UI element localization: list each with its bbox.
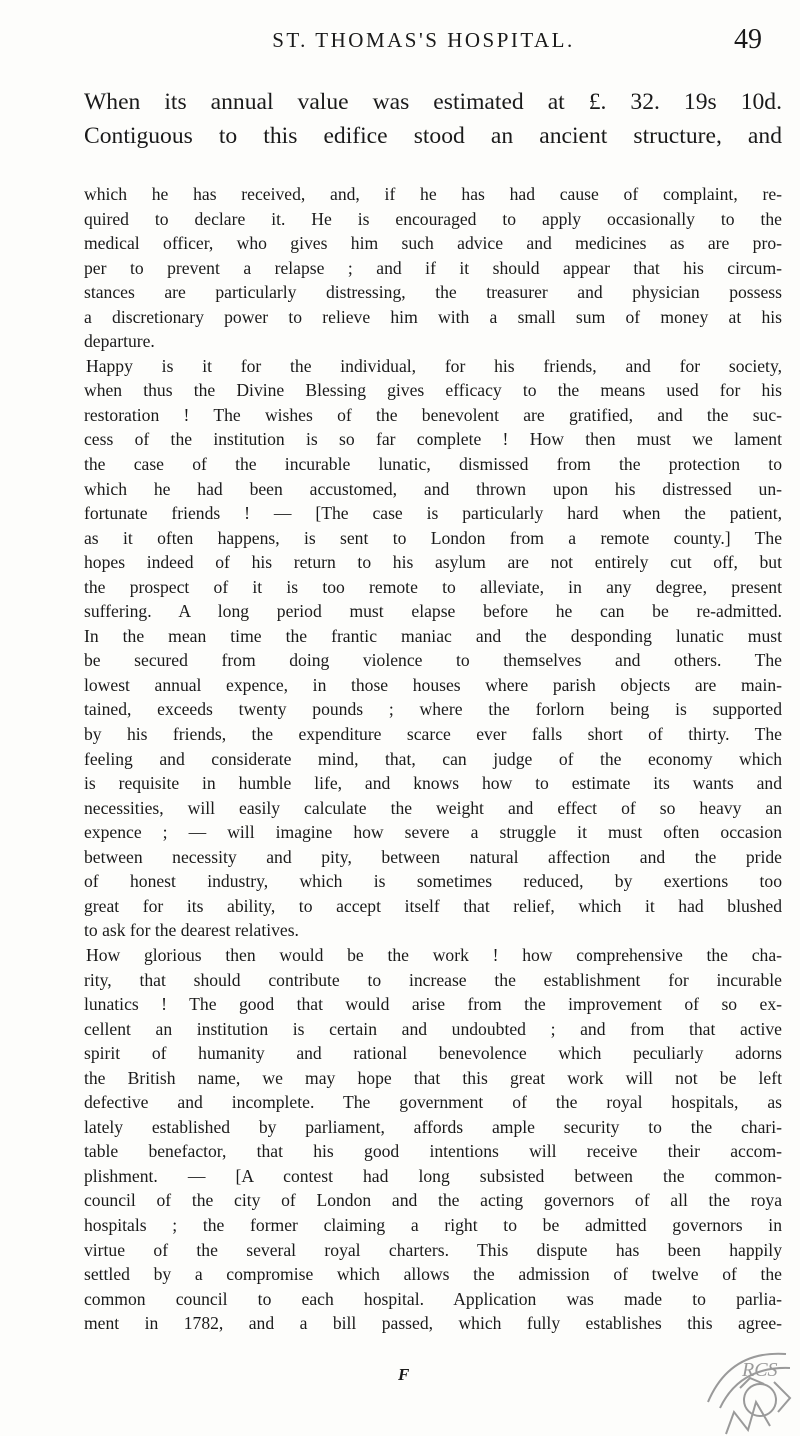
footnote-line: which he has received, and, if he has had cause of complaint, re- (84, 184, 782, 204)
footnote-line: spirit of humanity and rational benevolence which peculiarly adorns (84, 1043, 782, 1064)
main-text-line: When its annual value was estimated at £. 32. 19s 10d. (84, 89, 782, 115)
footnote-text (84, 182, 782, 1336)
footnote-line: council of the city of London and the acting governors of all the roya (84, 1190, 782, 1211)
footnote-line: ment in 1782, and a bill passed, which fully establishes this agree- (84, 1313, 782, 1334)
footnote-line: tained, exceeds twenty pounds ; where the forlorn being is supported (84, 699, 782, 720)
footnote-line: table benefactor, that his good intentions will receive their accom- (84, 1141, 782, 1162)
footnote-line: which he had been accustomed, and thrown upon his distressed un- (84, 478, 782, 499)
footnote-line: Happy is it for the individual, for his friends, and for society, (86, 355, 782, 376)
running-title: ST. THOMAS'S HOSPITAL. (272, 28, 575, 52)
footnote-line: cellent an institution is certain and undoubted ; and from that active (84, 1018, 782, 1039)
footnote-line: lowest annual expence, in those houses where parish objects are main- (84, 674, 782, 695)
footnote-line: suffering. A long period must elapse before he can be re-admitted. (84, 601, 782, 622)
footnote-line: between necessity and pity, between natural affection and the pride (84, 846, 782, 867)
footnote-line: departure. (84, 331, 155, 352)
footnote-line: when thus the Divine Blessing gives efficacy to the means used for his (84, 380, 782, 401)
footnote-line: per to prevent a relapse ; and if it should appear that his circum- (84, 257, 782, 278)
footnote-line: medical officer, who gives him such advice and medicines as are pro- (84, 233, 782, 254)
footnote-line: stances are particularly distressing, the treasurer and physician possess (84, 282, 782, 303)
footnote-line: feeling and considerate mind, that, can judge of the economy which (84, 748, 782, 769)
footnote-line: common council to each hospital. Application was made to parlia- (84, 1288, 782, 1309)
footnote-line: virtue of the several royal charters. This dispute has been happily (84, 1239, 782, 1260)
footnote-line: cess of the institution is so far complete ! How then must we lament (84, 429, 782, 450)
footnote-line: settled by a compromise which allows the admission of twelve of the (84, 1264, 782, 1285)
footnote-line: necessities, will easily calculate the weight and effect of so heavy an (84, 797, 782, 818)
footnote-line: In the mean time the frantic maniac and the desponding lunatic must (84, 625, 782, 646)
footnote-line: quired to declare it. He is encouraged to apply occasionally to the (84, 208, 782, 229)
footnote-line: the prospect of it is too remote to alleviate, in any degree, present (84, 576, 782, 597)
footnote-line: by his friends, the expenditure scarce ever falls short of thirty. The (84, 724, 782, 745)
footnote-line: rity, that should contribute to increase the establishment for incurable (84, 969, 782, 990)
footnote-line: plishment. — [A contest had long subsisted between the common- (84, 1165, 782, 1186)
footnote-line: a discretionary power to relieve him with a small sum of money at his (84, 306, 782, 327)
running-head (85, 24, 762, 62)
footnote-line: of honest industry, which is sometimes reduced, by exertions too (84, 871, 782, 892)
page-number: 49 (734, 24, 762, 55)
footnote-line: as it often happens, is sent to London from a remote county.] The (84, 527, 782, 548)
footnote-line: to ask for the dearest relatives. (84, 920, 299, 941)
footnote-line: lately established by parliament, affords ample security to the chari- (84, 1116, 782, 1137)
footnote-line: restoration ! The wishes of the benevolent are gratified, and the suc- (84, 404, 782, 425)
footnote-line: fortunate friends ! — [The case is particularly hard when the patient, (84, 503, 782, 524)
main-text (84, 86, 782, 153)
footnote-line: be secured from doing violence to themselves and others. The (84, 650, 782, 671)
library-stamp-icon (690, 1342, 798, 1436)
footnote-line: the case of the incurable lunatic, dismissed from the protection to (84, 454, 782, 475)
footnote-line: expence ; — will imagine how severe a struggle it must often occasion (84, 822, 782, 843)
footnote-line: How glorious then would be the work ! how comprehensive the cha- (86, 944, 782, 965)
footnote-line: hospitals ; the former claiming a right to be admitted governors in (84, 1214, 782, 1235)
footnote-line: defective and incomplete. The government of the royal hospitals, as (84, 1092, 782, 1113)
footnote-line: the British name, we may hope that this great work will not be left (84, 1067, 782, 1088)
main-text-line: Contiguous to this edifice stood an ancient structure, and (84, 122, 782, 149)
footnote-line: is requisite in humble life, and knows how to estimate its wants and (84, 773, 782, 794)
footnote-line: hopes indeed of his return to his asylum are not entirely cut off, but (84, 552, 782, 573)
stamp-lettering: RCS (742, 1359, 778, 1381)
signature-mark: F (398, 1365, 410, 1384)
footnote-line: lunatics ! The good that would arise from the improvement of so ex- (84, 994, 782, 1015)
footnote-line: great for its ability, to accept itself that relief, which it had blushed (84, 895, 782, 916)
